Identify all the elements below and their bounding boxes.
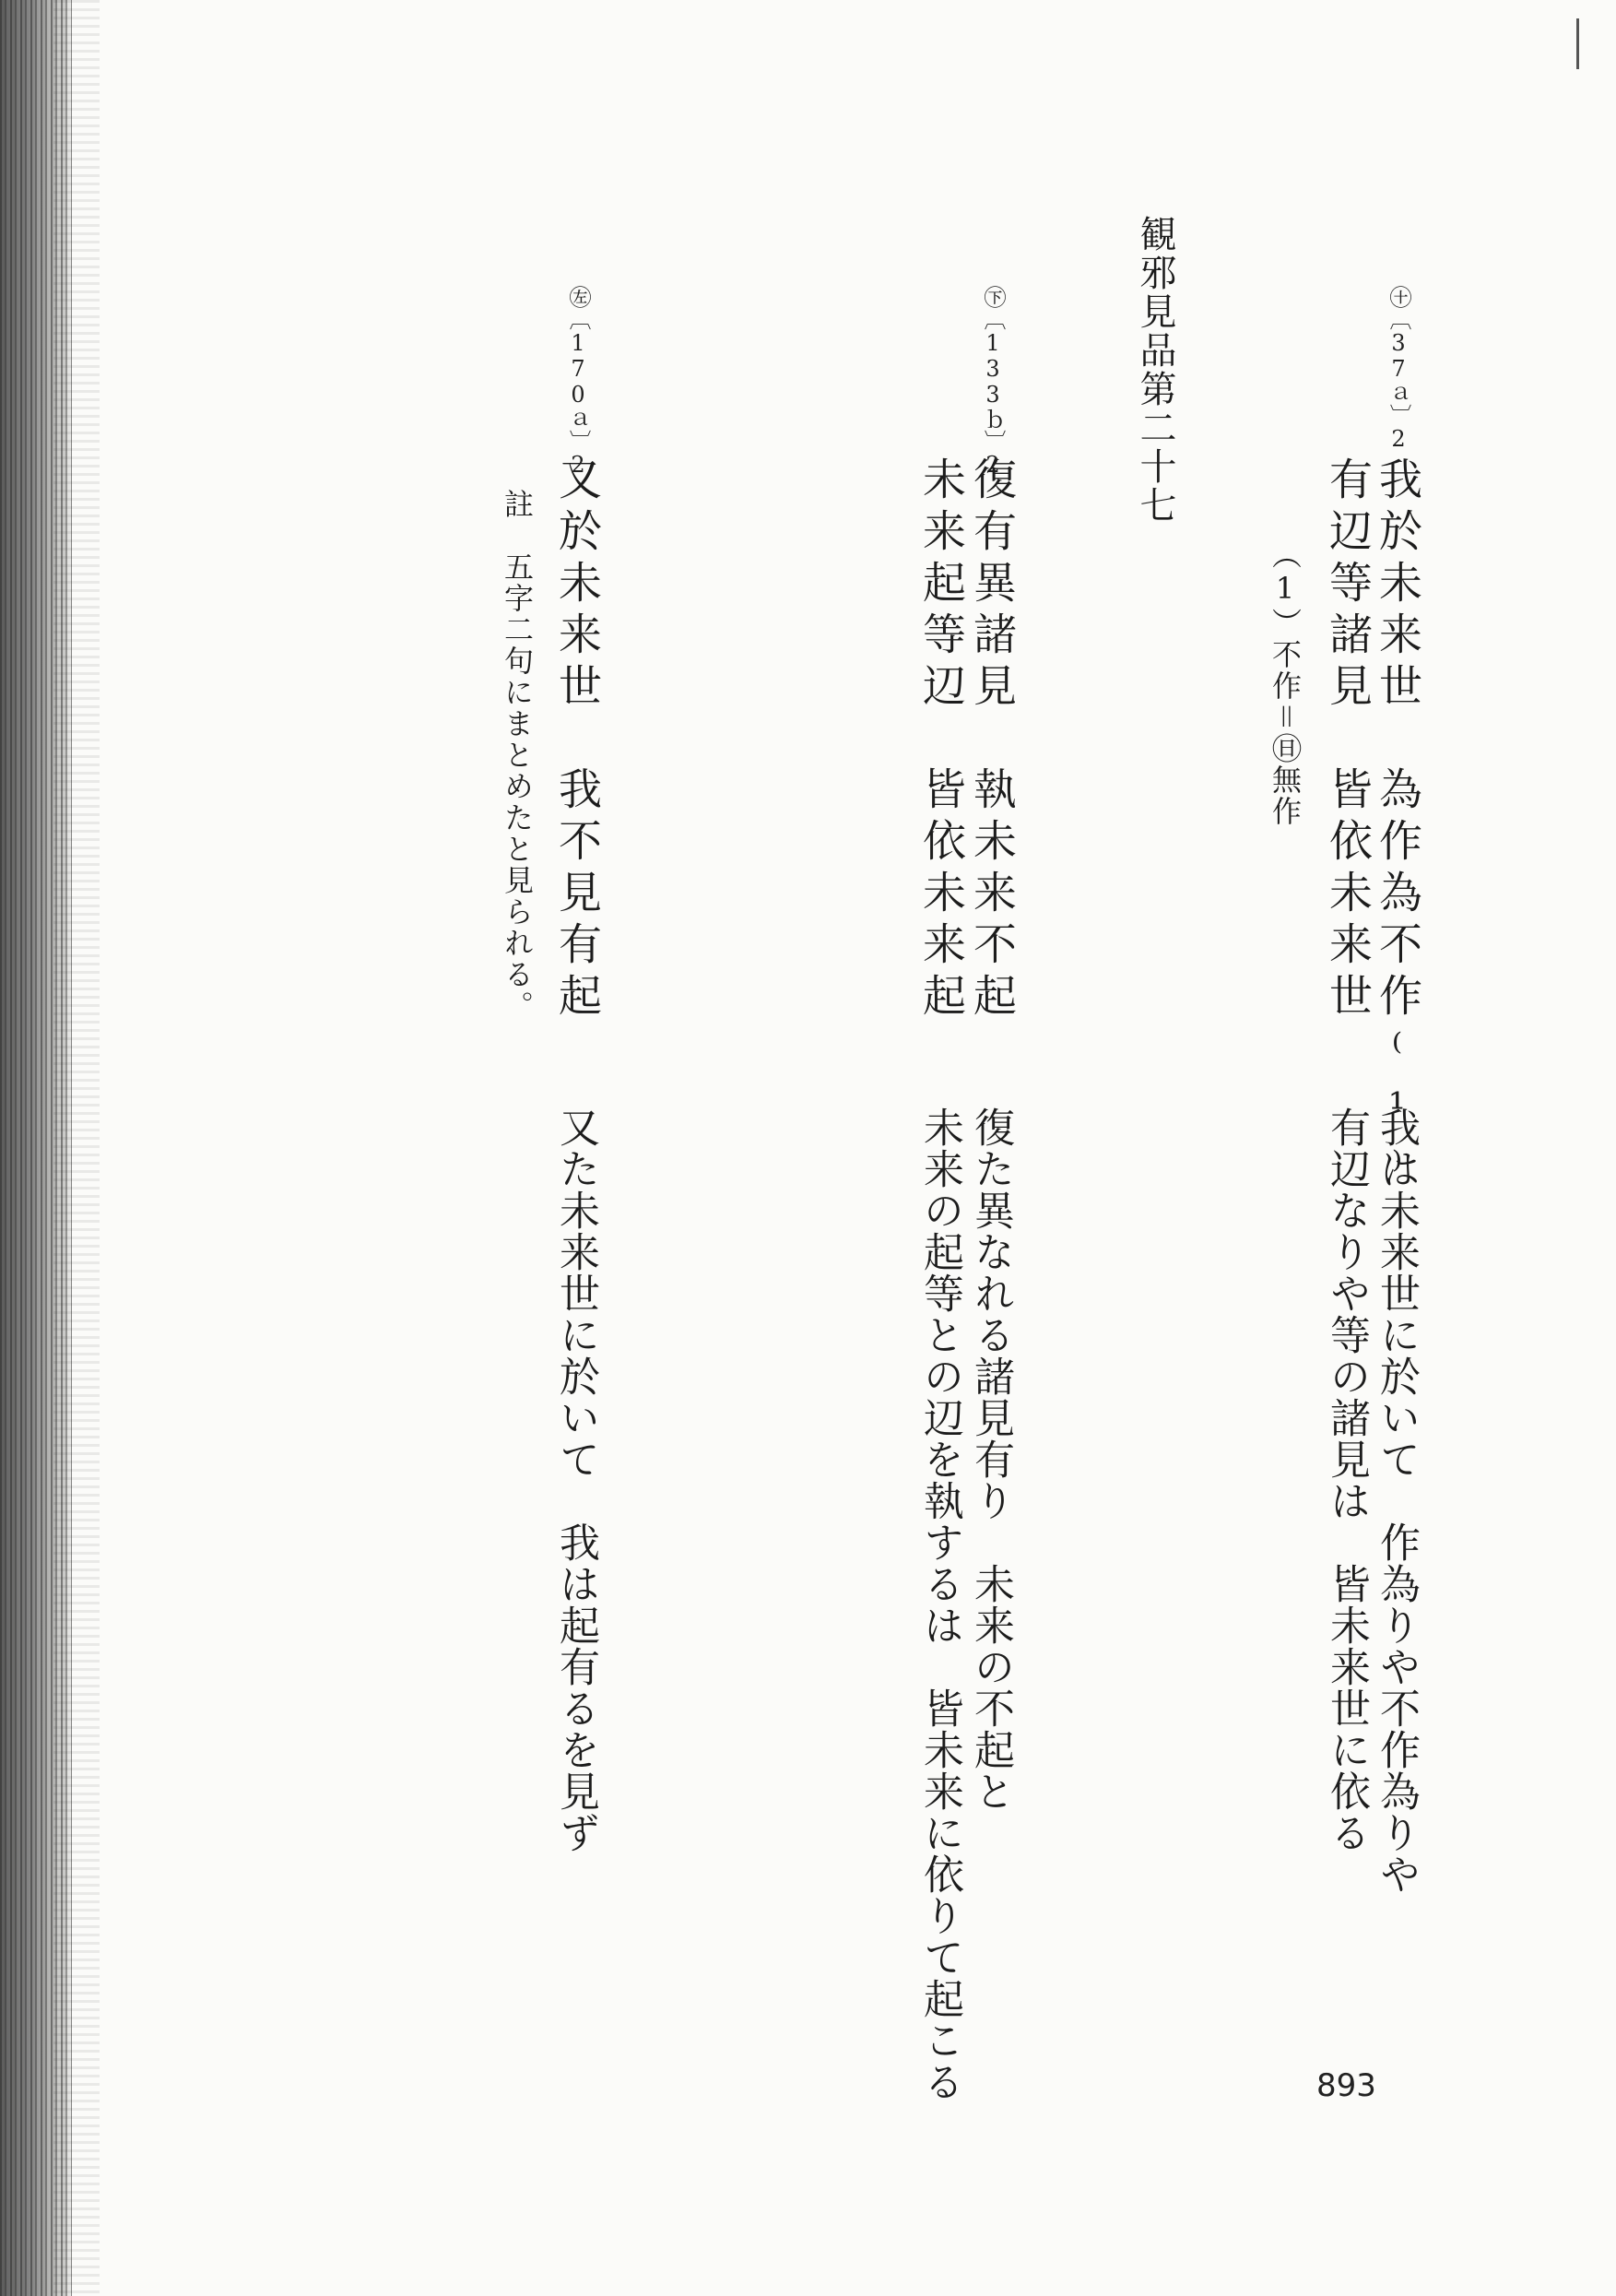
page-edge-mark [1576, 18, 1579, 69]
page-header: 観邪見品第二十七 [1134, 215, 1176, 525]
translation-2-line-1: 復た異なれる諸見有り 未来の不起と [967, 1107, 1014, 1812]
verse-2-line-2: 未来起等辺 皆依未来起 [915, 456, 966, 1024]
verse-1-line-2: 有辺等諸見 皆依未来世 [1322, 456, 1373, 1024]
translation-1-line-1: 我は未来世に於いて 作為りや不作為りや [1373, 1107, 1420, 1895]
section-marker-1: ㊉〔37ａ〕2 [1386, 286, 1411, 452]
verse-1-line-1: 我於未来世 為作為不作⁽¹⁾ [1372, 456, 1422, 1201]
page-number: 893 [1316, 2067, 1376, 2104]
editor-note: 註 五字二句にまとめたと見られる。 [500, 489, 535, 1022]
verse-2-line-1: 復有異諸見 執未来不起 [966, 456, 1017, 1024]
translation-2-line-2: 未来の起等との辺を執するは 皆未来に依りて起こる [916, 1107, 963, 2102]
section-marker-3: ㊧〔170ａ〕2 [565, 286, 591, 478]
binding-edge-texture [53, 0, 100, 2296]
translation-1-line-2: 有辺なりや等の諸見は 皆未来世に依る [1323, 1107, 1370, 1853]
section-marker-2: ㊦〔133ｂ〕2 [980, 286, 1006, 478]
footnote-1: （1）不作＝㊐無作 [1268, 539, 1303, 827]
verse-3-line-1: 又於未来世 我不見有起 [551, 456, 602, 1024]
translation-3-line-1: 又た未来世に於いて 我は起有るを見ず [552, 1107, 599, 1853]
